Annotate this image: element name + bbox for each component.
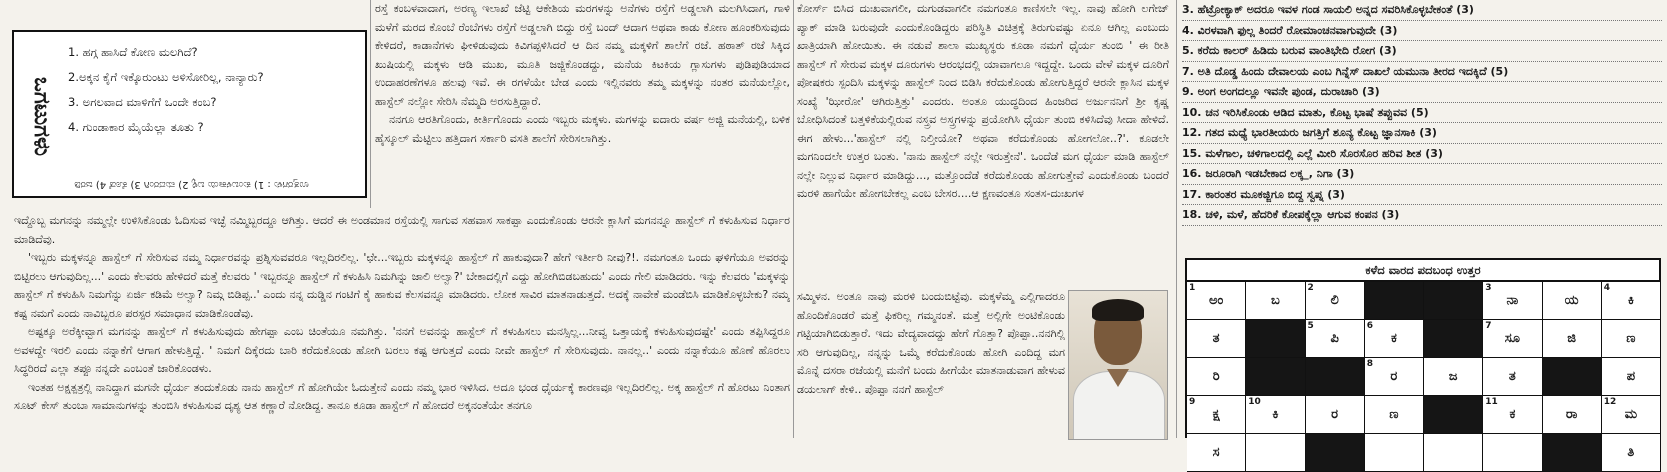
article-column-3 <box>797 0 1169 288</box>
crossword-answer-box <box>1185 258 1661 460</box>
clue-item: 16. ಜರೂರಾಗಿ ಇಡಬೇಕಾದ ಲಕ್ಕ_, ನಿಗಾ (3) <box>1182 164 1662 185</box>
crossword-cell <box>1483 396 1542 434</box>
crossword-cell-letter: ಯ <box>1564 293 1579 308</box>
crossword-cell <box>1365 396 1424 434</box>
crossword-cell-letter: ರ <box>1390 369 1398 384</box>
paragraph: ಇಂತಹ ಅಕ್ಷತ್ಪತ್ರಲ್ಲಿ ನಾನಿದ್ದಾಗ ಮಗನೇ ಧೈರ್ಯ ತಂದುಕೊಡು ನಾನು ಹಾಸ್ಟೆಲ್ ಗೆ ಹೋಗಿಯೇ ಓದುತ್ತೇನೆ ಎಂದು ನಮ್ಮ ಭಾರ ಇಳಿಸಿದ. ಅದೂ ಭಂಡ ಧೈರ್ಯಕ್ಕೆ ಕಾರಣವೂ ಇಲ್ಲದಿರಲಿಲ್ಲ. ಅಕ್ಕ ಹಾಸ್ಟೆಲ್ ಗೆ ಹೊರಟು ನಿಂತಾಗ ಸೂಟ್ ಕೇಸ್ ತುಂಬಾ ಸಾಮಾನುಗಳನ್ನು ತುಂಬಿಸಿ ಕಳುಹಿಸುವ ದೃಶ್ಯ ಆತ ಕಣ್ಣಾರೆ ನೋಡಿದ್ದ. ತಾನೂ ಕೂಡಾ ಹಾಸ್ಟೆಲ್ ಗೆ ಹೋದರೆ ಅಕ್ಕನಂತೆಯೇ ತನಗೂ <box>14 380 790 412</box>
crossword-cell <box>1602 358 1661 396</box>
crossword-cell-letter: ಕಿ <box>1627 293 1634 308</box>
crossword-cell-letter: ರ <box>1331 407 1339 422</box>
paragraph: 'ಇಬ್ಬರು ಮಕ್ಕಳನ್ನೂ ಹಾಸ್ಟೆಲ್ ಗೆ ಸೇರಿಸುವ ನಮ್ಮ ನಿರ್ಧಾರವನ್ನು ಪ್ರಶ್ನಿಸುವವರೂ ಇಲ್ಲದಿರಲಿಲ್ಲ. 'ಛೇ...ಇಬ್ಬರು ಮಕ್ಕಳನ್ನೂ ಹಾಸ್ಟೆಲ್ ಗೆ ಹಾಕುವುದಾ? ಹೇಗೆ ಇರ್ತೀರಿ ನೀವು?!. ನಮಗಂತೂ ಒಂದು ಘಳಿಗೆಯೂ ಅವರನ್ನು ಬಿಟ್ಟಿರಲು ಆಗುವುದಿಲ್ಲ...' ಎಂದು ಕೆಲವರು ಹೇಳಿದರೆ ಮತ್ತೆ ಕೆಲವರು ' ಇಬ್ಬರನ್ನೂ ಹಾಸ್ಟೆಲ್ ಗೆ ಕಳುಹಿಸಿ ನಿಮಗಿನ್ನು ಜಾಲಿ ಅಲ್ವಾ?' ಬೇಕಾದಲ್ಲಿಗೆ ಎದ್ದು ಹೋಗಿಬಿಡಬಹುದು' ಎಂದು ಗೇಲಿ ಮಾಡಿದರು. ಇನ್ನು ಕೆಲವರು 'ಮಕ್ಕಳನ್ನು ಹಾಸ್ಟೆಲ್ ಗೆ ಕಳುಹಿಸಿ ನಿಮಗೆನ್ನು ಏರ್ಜಿ ಕಡಿಮೆ ಅಲ್ವಾ? ನಿಮ್ಗ ಬಿಡಿಪ್ಪ..' ಎಂದು ನನ್ನ ದುಡ್ಡಿನ ಗಂಟಿಗೆ ಕೈ ಹಾಕುವ ಕೆಲಸವನ್ನೂ ಮಾಡಿದರು. ಲೋಕ ಸಾವಿರ ಮಾತನಾಡುತ್ತದೆ. ಅದಕ್ಕೆ ನಾವೇಕೆ ಮಂಡೆಬಿಸಿ ಮಾಡಿಕೊಳ್ಳಬೇಕು? ನಮ್ಮ ಕಷ್ಟ ನಮಗೆ ಎಂದು ನಾವಿಬ್ಬರೂ ಪರಸ್ಪರ ಸಮಾಧಾನ ಮಾಡಿಕೊಂಡೆವು. <box>14 251 790 320</box>
crossword-cell <box>1306 320 1365 358</box>
crossword-cell <box>1602 282 1661 320</box>
crossword-cell-letter: ಮ <box>1624 407 1638 422</box>
crossword-cell-letter: ಕಿ <box>1272 407 1279 422</box>
article-column-3-continued <box>797 288 1065 438</box>
article-wide-section <box>14 212 790 438</box>
crossword-grid <box>1187 282 1661 472</box>
crossword-black-cell <box>1306 434 1365 472</box>
crossword-cell-letter: ಸ <box>1212 445 1220 460</box>
crossword-cell <box>1424 358 1483 396</box>
crossword-cell <box>1424 434 1483 472</box>
crossword-cell <box>1187 434 1246 472</box>
crossword-cell-letter: ಕ್ಷ <box>1212 407 1220 422</box>
crossword-cell-number: 2 <box>1307 283 1314 293</box>
crossword-cell-number: 11 <box>1485 397 1498 407</box>
crossword-cell <box>1306 282 1365 320</box>
crossword-black-cell <box>1424 396 1483 434</box>
crossword-cell <box>1246 434 1305 472</box>
crossword-cell-letter: ಪಿ <box>1330 331 1339 346</box>
paragraph: ರಸ್ತೆ ಕಂಬಳವಾದಾಗ, ಅರಣ್ಯ ಇಲಾಖೆ ಜೆಟ್ಟಿ ಆಕೇಶಿಯ ಮರಗಳನ್ನು ಅನೆಗಳು ರಸ್ತೆಗೆ ಅಡ್ಡಲಾಗಿ ಮಲಗಿಸಿದಾಗ, ಗಾಳಿ ಮಳೆಗೆ ಮರದ ಕೊಂಬೆ ರೆಂಬೆಗಳು ರಸ್ತೆಗೆ ಅಡ್ಡಲಾಗಿ ಬಿದ್ದು ರಸ್ತೆ ಬಂದ್ ಆದಾಗ ಅಥವಾ ಕಾಡು ಕೋಣ ಹೂಂಕರಿಸುವುದು ಕೇಳಿದರೆ, ಕಾಡಾನೆಗಳು ಘೀಳಿಡುವುದು ಕಿವಿಗಪ್ಪಳಿಸಿದರೆ ಆ ದಿನ ನಮ್ಮ ಮಕ್ಕಳಿಗೆ ಶಾಲೆಗೆ ರಜೆ. ಹಠಾತ್ ರಜೆ ಸಿಕ್ಕಿದ ಖುಷಿಯಲ್ಲಿ ಮಕ್ಕಳು ಆಡಿ ಮುಖ, ಮೂತಿ ಜಜ್ಜಿಕೊಂಡದ್ದು, ಮನೆಯ ಕಿಟಕಿಯ ಗ್ಲಾಸುಗಳು ಪುಡಿಪುಡಿಯಾದ ಉದಾಹರಣೆಗಳೂ ಹಲವು ಇವೆ. ಈ ರಗಳೆಯೇ ಬೇಡ ಎಂದು ಇಲ್ಲಿನವರು ತಮ್ಮ ಮಕ್ಕಳನ್ನು ನಂತರ ಮನೆಯಲ್ಲೋ, ಹಾಸ್ಟೆಲ್ ನಲ್ಲೋ ಸೇರಿಸಿ ನೆಮ್ಮದಿ ಅರಸುತ್ತಿದ್ದಾರೆ. <box>375 2 790 108</box>
riddle-heading-text: ಒಗಟುಗಳು <box>28 76 54 156</box>
crossword-cell <box>1543 396 1602 434</box>
riddle-item: 2.ಅಕ್ಕನ ಕೈಗೆ ಇಕ್ಕೊರುಂಟು ಅಳಿಸೋರಿಲ್ಲ, ನಾನ್ಯಾರು? <box>68 70 264 84</box>
crossword-cell <box>1187 320 1246 358</box>
riddle-heading <box>22 38 60 194</box>
clue-item: 17. ಕಾರಂತರ ಮೂಕಜ್ಜಿಗೂ ಬಿದ್ದ ಸ್ವಪ್ನ (3) <box>1182 185 1662 206</box>
crossword-cell-number: 8 <box>1366 359 1374 369</box>
clue-item: 7. ಅತಿ ದೊಡ್ಡ ಹಿಂದು ದೇವಾಲಯ ಎಂಬ ಗಿನ್ನೆಸ್ ದಾಖಲೆ ಯಮುನಾ ತೀರದ ಇದಕ್ಕಿದೆ (5) <box>1182 62 1662 83</box>
crossword-black-cell <box>1424 320 1483 358</box>
crossword-cell-letter: ತಿ <box>1627 445 1635 460</box>
crossword-cell <box>1246 282 1305 320</box>
crossword-black-cell <box>1543 358 1602 396</box>
crossword-title: ಕಳೆದ ವಾರದ ಪದಬಂಧ ಉತ್ತರ <box>1187 260 1659 282</box>
crossword-cell-number: 12 <box>1603 397 1617 407</box>
paragraph: ನನಗೂ ಆರತಿಗೊಂದು, ಕೀರ್ತಿಗೊಂದು ಎಂದು ಇಬ್ಬರು ಮಕ್ಕಳು. ಮಗಳನ್ನು ಐದಾರು ವರ್ಷ ಅಜ್ಜಿ ಮನೆಯಲ್ಲಿ, ಬಳಿಕ ಹೈಸ್ಕೂಲ್ ಮೆಟ್ಟಿಲು ಹತ್ತಿದಾಗ ಸರ್ಕಾರಿ ವಸತಿ ಶಾಲೆಗೆ ಸೇರಿಸಲಾಗಿತ್ತು. <box>375 113 790 145</box>
crossword-cell <box>1483 358 1542 396</box>
clue-item: 12. ಗತದ ಮಧ್ಯೆ ಭಾರತೀಯರು ಜಗತ್ತಿಗೆ ಶೂನ್ಯ ಕೊಟ್ಟ ಜ್ಞಾನಸಾಕಿ (3) <box>1182 123 1662 144</box>
crossword-cell <box>1187 396 1246 434</box>
crossword-cell-letter: ಣ <box>1626 331 1636 346</box>
crossword-cell-number: 3 <box>1485 283 1492 293</box>
clue-item: 10. ಚನ ಇರಿಸಿಕೊಂಡು ಆಡಿದ ಮಾತು, ಕೊಟ್ಟ ಭಾಷೆ ತಪ್ಪುವವ (5) <box>1182 103 1662 124</box>
riddle-answers-inverted: ಉತ್ತರಗಳು : 1) ಕುಂಬಳಕಾಯಿ ಬಳ್ಳಿ 2) ಮದರಂಗಿ 3) ಕೊಡೆ 4) ಜರಡಿ <box>74 179 309 190</box>
crossword-cell <box>1543 320 1602 358</box>
crossword-cell-letter: ನಾ <box>1506 293 1519 308</box>
crossword-black-cell <box>1246 320 1305 358</box>
crossword-cell <box>1483 434 1542 472</box>
crossword-black-cell <box>1246 358 1305 396</box>
column-divider <box>793 0 794 438</box>
crossword-cell <box>1365 320 1424 358</box>
crossword-black-cell <box>1306 358 1365 396</box>
crossword-cell-letter: ಕ <box>1509 407 1516 422</box>
paragraph: ಇದ್ದೊಬ್ಬ ಮಗನನ್ನು ನಮ್ಮಲ್ಲೇ ಉಳಿಸಿಕೊಂಡು ಓದಿಸುವ ಇಚ್ಛೆ ನಮ್ಮಿಬ್ಬರದ್ದೂ ಆಗಿತ್ತು. ಆದರೆ ಈ ಅಂಡಮಾನ ರಸ್ತೆಯಲ್ಲಿ ಸಾಗುವ ಸಹವಾಸ ಸಾಕಪ್ಪಾ ಎಂದುಕೊಂಡು ಆರನೇ ಕ್ಲಾಸಿಗೆ ಮಗನನ್ನೂ ಹಾಸ್ಟೆಲ್ ಗೆ ಕಳುಹಿಸುವ ನಿರ್ಧಾರ ಮಾಡಿದೆವು. <box>14 214 790 246</box>
crossword-cell <box>1602 434 1661 472</box>
riddle-box <box>12 30 367 198</box>
column-divider <box>370 0 371 208</box>
clue-item: 5. ಕರೆದು ಕಾಲರ್ ಹಿಡಿದು ಬರುವ ವಾಂತಿಭೇದಿ ರೋಗ (3) <box>1182 41 1662 62</box>
crossword-cell-number: 9 <box>1189 397 1196 407</box>
crossword-cell-letter: ಅಂ <box>1208 293 1224 308</box>
crossword-cell-number: 6 <box>1366 321 1374 331</box>
crossword-cell <box>1483 320 1542 358</box>
crossword-cell-letter: ಜಿ <box>1567 331 1576 346</box>
crossword-cell-letter: ಣ <box>1389 407 1399 422</box>
paragraph: ಸಮ್ಮಿಳನ. ಅಂತೂ ನಾವು ಮರಳಿ ಬಂದುಬಿಟ್ಟೆವು. ಮಕ್ಕಳೆಮ್ಮ ಎಲ್ಲಿಗಾದರೂ ಹೊಂದಿಕೊಂಡರೆ ಮತ್ತೆ ಫಿಕರಿಲ್ಲ ಗಮ್ಮನಂತೆ. ಮತ್ತೆ ಅಲ್ಲಿಗೇ ಅಂಟಿಕೊಂಡು ಗಟ್ಟಿಯಾಗಿಬಿಡುತ್ತಾರೆ. ಇದು ವೇದ್ಯವಾದದ್ದು ಹೇಗೆ ಗೊತ್ತಾ? ಪೊಪ್ಪಾ..ನನಗಿಲ್ಲಿ ಸರಿ ಆಗುವುದಿಲ್ಲ, ನನ್ನನ್ನು ಒಮ್ಮೆ ಕರೆದುಕೊಂಡು ಹೋಗಿ ಎಂದಿದ್ದ ಮಗ ಮೊನ್ನೆ ದಸರಾ ರಜೆಯಲ್ಲಿ ಮನೆಗೆ ಬಂದು ಹೀಗೆಯೇ ಮಾತನಾಡುವಾಗ ಹೇಳುವ ಡಯಲಾಗ್ ಕೇಳಿ.. ಪೊಪ್ಪಾ ನನಗೆ ಹಾಸ್ಟೆಲ್ <box>797 290 1065 396</box>
crossword-cell-letter: ಪ <box>1626 369 1636 384</box>
clue-item: 9. ಅಂಗ ಅಂಗದಲ್ಲೂ ಇವನೇ ಪುಂಡ, ದುರಾಚಾರಿ (3) <box>1182 82 1662 103</box>
paragraph: ಕೋರ್ಸ್ ಬಿಸಿದ ದುಃಖವಾಗಲೀ, ದುಗುಡವಾಗಲೀ ನಮಗಂತೂ ಕಾಣಿಸಲೇ ಇಲ್ಲ. ನಾವು ಹೋಗಿ ಲಗೇಜ್ ಪ್ಯಾಕ್ ಮಾಡಿ ಬರುವುದೇ ಎಂದುಕೊಂಡಿದ್ದರು ಪರಿಸ್ಥಿತಿ ವಿಚಿತ್ರಕ್ಕೆ ತಿರುಗುವಷ್ಟು ಏನೂ ಆಗಿಲ್ಲ ಎಂಬುದು ಖಾತ್ರಿಯಾಗಿ ಹೋಯಿತು. ಈ ನಡುವೆ ಶಾಲಾ ಮುಖ್ಯಸ್ಥರು ಕೂಡಾ ನಮಗೆ ಧೈರ್ಯ ತುಂಬಿ ' ಈ ರೀತಿ ಹಾಸ್ಟೆಲ್ ಗೆ ಸೇರುವ ಮಕ್ಕಳ ದೂರುಗಳು ಆರಂಭದಲ್ಲಿ ಯಾವಾಗಲೂ ಇದ್ದದ್ದೇ. ಒಂದು ವೇಳೆ ಮಕ್ಕಳ ದೂರಿಗೆ ಪೋಷಕರು ಸ್ಪಂದಿಸಿ ಮಕ್ಕಳನ್ನು ಹಾಸ್ಟೆಲ್ ನಿಂದ ಬಿಡಿಸಿ ಕರೆದುಕೊಂಡು ಹೋಗುತ್ತಿದ್ದರೆ ಆರನೇ ಕ್ಲಾಸಿನ ಮಕ್ಕಳ ಸಂಖ್ಯೆ 'ಝೀರೋ' ಆಗಿರುತ್ತಿತ್ತು' ಎಂದರು. ಅಂತೂ ಯುದ್ಧದಿಂದ ಹಿಂಜರಿದ ಅರ್ಜುನನಿಗೆ ಶ್ರೀ ಕೃಷ್ಣ ಬೋಧಿಸಿದಂತೆ ಬತ್ತಳಿಕೆಯಲ್ಲಿರುವ ನಸ್ತ್ರವ ಅಸ್ತ್ರಗಳನ್ನು ಪ್ರಯೋಗಿಸಿ ಧೈರ್ಯ ತುಂಬಿ ಕಳಿಸಿದೆವು ಸೀದಾ ಹೇಳಿದೆ. ಈಗ ಹೇಳು...'ಹಾಸ್ಟೆಲ್ ನಲ್ಲಿ ನಿಲ್ತೀಯೋ? ಅಥವಾ ಕರೆದುಕೊಂಡು ಹೋಗಲೋ..?'. ಕೂಡಲೇ ಮಗನಿಂದಲೇ ಉತ್ತರ ಬಂತು. 'ನಾನು ಹಾಸ್ಟೆಲ್ ನಲ್ಲೇ ಇರುತ್ತೇನೆ'. ಒಂದೆಡೆ ಮಗ ಧೈರ್ಯ ಮಾಡಿ ಹಾಸ್ಟೆಲ್ ನಲ್ಲೇ ನಿಲ್ಲುವ ನಿರ್ಧಾರ ಮಾಡಿದ್ದು..., ಮತ್ತೊಂದೆಡೆ ಕರೆದುಕೊಂಡು ಹೋಗುತ್ತೇವೆ ಎಂದುಕೊಂಡು ಬಂದರೆ ಮರಳಿ ಹಾಗೆಯೇ ಹೋಗಬೇಕಲ್ಲ ಎಂಬ ಬೇಸರ....ಆ ಕ್ಷಣವಂತೂ ಸಂತಸ-ದುಃಖಗಳ <box>797 2 1169 200</box>
crossword-cell <box>1543 282 1602 320</box>
crossword-cell-letter: ರಿ <box>1212 369 1220 384</box>
crossword-cell-number: 10 <box>1248 397 1261 407</box>
crossword-cell-letter: ಬ <box>1270 293 1280 308</box>
crossword-cell <box>1602 396 1661 434</box>
crossword-cell <box>1483 282 1542 320</box>
crossword-cell-letter: ತ <box>1508 369 1516 384</box>
crossword-cell <box>1365 434 1424 472</box>
crossword-cell-number: 5 <box>1307 321 1314 331</box>
clue-item: 18. ಚಳಿ, ಮಳೆ, ಹೆದರಿಕೆ ಕೋಪಕ್ಕೆಲ್ಲಾ ಆಗುವ ಕಂಪನ (3) <box>1182 205 1662 226</box>
riddle-list <box>68 40 358 140</box>
clue-item: 4. ವಿರಳವಾಗಿ ಫುಲ್ಲ ತಿಂದರೆ ರೋಮಾಂಚನವಾಗುವುದೇ (3) <box>1182 21 1662 42</box>
riddle-item: 3. ಅಗಲವಾದ ಮಾಳಿಗೆಗೆ ಒಂದೇ ಕಂಬ? <box>68 95 217 109</box>
crossword-cell-number: 7 <box>1485 321 1492 331</box>
crossword-cell <box>1246 396 1305 434</box>
riddle-item: 4. ಗುಂಡಾಕಾರ ಮೈಯೆಲ್ಲಾ ತೂತು ? <box>68 120 204 134</box>
author-photo <box>1068 290 1168 440</box>
crossword-cell <box>1365 358 1424 396</box>
paragraph: ಅಷ್ಟಕ್ಕೂ ಅರೆಕ್ಕೀವ್ಬಾಗ ಮಗನನ್ನು ಹಾಸ್ಟೆಲ್ ಗೆ ಕಳುಹಿಸುವುದು ಹೇಗಪ್ಪಾ ಎಂಬ ಚಿಂತೆಯೂ ನಮಗಿತ್ತು. 'ನನಗೆ ಅವನನ್ನು ಹಾಸ್ಟೆಲ್ ಗೆ ಕಳುಹಿಸಲು ಮನಸ್ಸಿಲ್ಲ...ನೀವ್ವ ಒತ್ತಾಯಕ್ಕೆ ಕಳುಹಿಸುವುದಷ್ಟೇ' ಎಂದು ತಪ್ಪಿಸಿದ್ದರೂ ಅವಳದ್ದೇ ಇರಲಿ ಎಂದು ನನ್ನಾಕೆಗೆ ಆಗಾಗ ಹೇಳುತ್ತಿದ್ದೆ. ' ನಿಮಗೆ ದಿಕ್ಕೆರದು ಬಾರಿ ಕರೆದುಕೊಂಡು ಹೋಗಿ ಬರಲು ಕಷ್ಟ ಆಗುತ್ತದೆ ಎಂದು ನೀವೇ ಹಾಸ್ಟೆಲ್ ಗೆ ಸೇರಿಸುವುದು. ನಾನಲ್ಲ..' ಎಂದು ನನ್ನಾಕೆಯೂ ಹೊಣೆ ಹೊರಲು ಸಿದ್ಧರಿರದೆ ಎಲ್ಲಾ ತಪ್ಪೂ ನನ್ನದೇ ಎಂಬಂತೆ ಜಾರಿಕೊಂಡಳು. <box>14 325 790 375</box>
crossword-cell <box>1602 320 1661 358</box>
crossword-cell-number: 4 <box>1603 283 1611 293</box>
crossword-cell-letter: ಲಿ <box>1330 293 1339 308</box>
clue-item: 15. ಮಳೆಗಾಲ, ಚಳಿಗಾಲದಲ್ಲಿ ಎಲ್ಲೆ ಮೀರಿ ಸೊರಸೊರ ಹರಿವ ಶೀತ (3) <box>1182 144 1662 165</box>
crossword-cell-number: 1 <box>1189 283 1196 293</box>
crossword-cell-letter: ರಾ <box>1565 407 1578 422</box>
crossword-black-cell <box>1543 434 1602 472</box>
crossword-cell <box>1187 358 1246 396</box>
crossword-black-cell <box>1424 282 1483 320</box>
crossword-cell <box>1187 282 1246 320</box>
clue-item: 3. ಹೆಟ್ರೋಕ್ಯಾಕ್ ಅದರೂ ಇವಳ ಗಂಡ ಸಾಯಲಿ ಅನ್ನದ ಸವರಿಸಿಕೊಳ್ಳಬೇಕಂತೆ (3) <box>1182 0 1662 21</box>
crossword-cell-letter: ಕ <box>1390 331 1397 346</box>
crossword-cell-letter: ಸೂ <box>1504 331 1520 346</box>
crossword-cell-letter: ಜ <box>1448 369 1458 384</box>
riddle-item: 1. ಹಗ್ಗ ಹಾಸಿದೆ ಕೋಣ ಮಲಗಿದೆ? <box>68 45 198 59</box>
column-divider <box>1176 0 1177 438</box>
article-column-2 <box>375 0 790 208</box>
crossword-black-cell <box>1365 282 1424 320</box>
crossword-clues <box>1182 0 1662 248</box>
crossword-cell-letter: ತ <box>1212 331 1220 346</box>
crossword-cell <box>1306 396 1365 434</box>
